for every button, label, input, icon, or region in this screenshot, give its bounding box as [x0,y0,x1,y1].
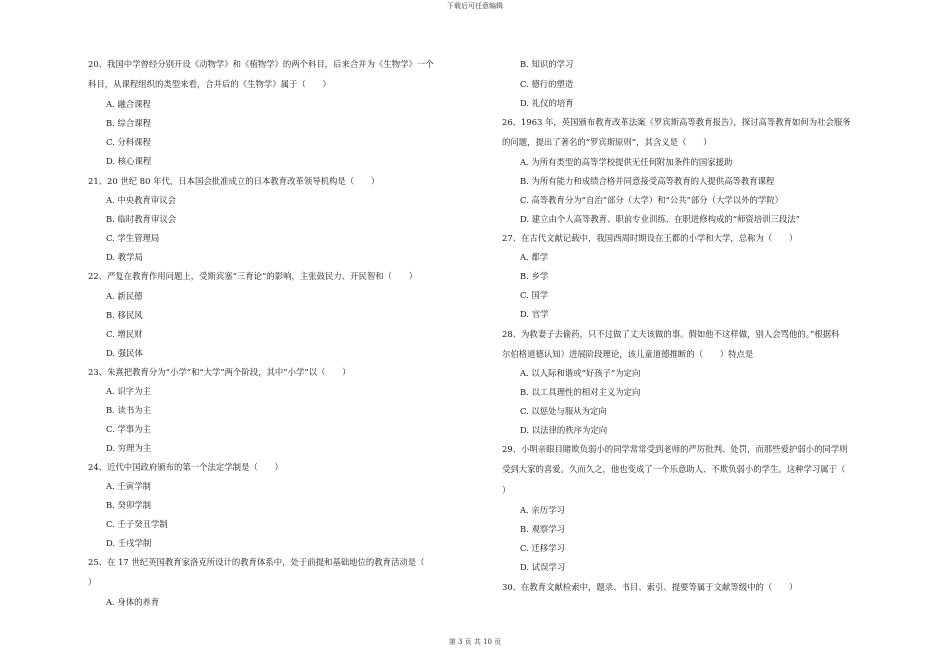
question-25-option-d: D. 礼仪的培育 [520,98,574,108]
question-29-stem-line-3: ） [502,485,511,495]
question-28-option-b: B. 以工具理性的相对主义为定向 [520,387,641,397]
question-20-option-d: D. 核心课程 [106,156,152,166]
question-25-stem-line-1: 25、在 17 世纪英国教育家洛克所设计的教育体系中，处于前提和基础地位的教育活动是（ [88,557,425,567]
question-29-stem-line-1: 29、小明亲眼目睹欺负弱小的同学常常受到老师的严厉批判、处罚，而那些爱护弱小的同学则 [502,444,848,454]
question-24-option-d: D. 壬戌学制 [106,538,152,548]
header-note: 下载后可任意编辑 [447,2,503,10]
question-30-stem: 30、在教育文献检索中，题录、书目、索引、提要等属于文献等级中的（ ） [502,582,798,592]
question-20-stem-line-2: 科目，从课程组织的类型来看，合并后的《生物学》属于（ ） [88,79,331,89]
question-22-option-c: C. 增民财 [106,329,143,339]
question-27-option-a: A. 都学 [520,252,549,262]
question-27-stem: 27、在古代文献记载中，我国西周时期设在王都的小学和大学，总称为（ ） [502,233,798,243]
question-28-stem-line-1: 28、为救妻子去偷药，只不过做了丈夫该做的事。假如他不这样做，别人会骂他的。”根据科 [502,329,840,339]
question-25-option-a: A. 身体的养育 [106,597,160,607]
question-26-option-d: D. 建立由个人高等教育、职前专业训练、在职进修构成的“师资培训三段法” [520,214,800,224]
question-28-option-c: C. 以惩处与服从为定向 [520,406,607,416]
question-21-option-d: D. 教学局 [106,252,143,262]
question-22-option-b: B. 移民风 [106,310,143,320]
page-footer: 第 3 页 共 10 页 [448,638,502,646]
question-20-option-b: B. 综合课程 [106,118,151,128]
question-24-option-c: C. 壬子癸丑学制 [106,519,168,529]
question-29-option-d: D. 试误学习 [520,562,566,572]
question-24-stem: 24、近代中国政府颁布的第一个法定学制是（ ） [88,462,283,472]
question-25-stem-line-2: ） [88,577,97,587]
question-23-option-b: B. 读书为主 [106,405,151,415]
question-20-stem-line-1: 20、我国中学曾经分别开设《动物学》和《植物学》的两个科目，后来合并为《生物学》一个 [88,59,434,69]
question-27-option-d: D. 官学 [520,309,549,319]
question-21-option-a: A. 中央教育审议会 [106,195,176,205]
question-21-stem: 21、20 世纪 80 年代，日本国会批准成立的日本教育改革领导机构是（ ） [88,176,380,186]
question-29-option-b: B. 观察学习 [520,524,565,534]
question-25-option-c: C. 德行的塑造 [520,79,574,89]
question-23-option-c: C. 学事为主 [106,424,151,434]
question-20-option-a: A. 融合课程 [106,99,151,109]
question-22-option-d: D. 强民体 [106,348,143,358]
question-29-option-c: C. 迁移学习 [520,543,565,553]
question-24-option-a: A. 壬寅学制 [106,481,151,491]
question-26-stem-line-2: 的问题，提出了著名的“罗宾斯原则”，其含义是（ ） [502,137,712,147]
question-26-option-b: B. 为所有能力和成绩合格并同意接受高等教育的人提供高等教育课程 [520,176,775,186]
question-23-stem: 23、朱熹把教育分为“小学”和“大学”两个阶段，其中“小学”以（ ） [88,367,351,377]
question-21-option-b: B. 临时教育审议会 [106,214,177,224]
question-28-option-d: D. 以法律的秩序为定向 [520,425,608,435]
question-28-option-a: A. 以人际和谐或“好孩子”为定向 [520,368,641,378]
question-26-option-c: C. 高等教育分为“自治”部分（大学）和“公共”部分（大学以外的学院） [520,195,784,205]
question-23-option-d: D. 穷理为主 [106,443,152,453]
question-27-option-b: B. 乡学 [520,271,549,281]
question-27-option-c: C. 国学 [520,290,549,300]
question-20-option-c: C. 分科课程 [106,137,151,147]
question-24-option-b: B. 癸卯学制 [106,500,151,510]
question-22-stem: 22、严复在教育作用问题上，受斯宾塞“三育论”的影响，主张鼓民力、开民智和（ ） [88,271,418,281]
question-28-stem-line-2: 尔伯格道德认知）进展阶段理论，该儿童道德推断的（ ）特点是 [502,349,754,359]
question-25-option-b: B. 知识的学习 [520,59,574,69]
question-23-option-a: A. 识字为主 [106,386,151,396]
question-26-stem-line-1: 26、1963 年，英国颁布教育改革法案《罗宾斯高等教育报告》，探讨高等教育如何为社会服务 [502,117,851,127]
question-29-option-a: A. 亲历学习 [520,505,565,515]
question-26-option-a: A. 为所有类型的高等学校提供无任何附加条件的国家援助 [520,157,733,167]
question-21-option-c: C. 学生管理局 [106,233,160,243]
question-22-option-a: A. 新民德 [106,291,143,301]
question-29-stem-line-2: 受到大家的喜爱。久而久之，他也变成了一个乐意助人、不欺负弱小的学生。这种学习属于（ [502,464,846,474]
